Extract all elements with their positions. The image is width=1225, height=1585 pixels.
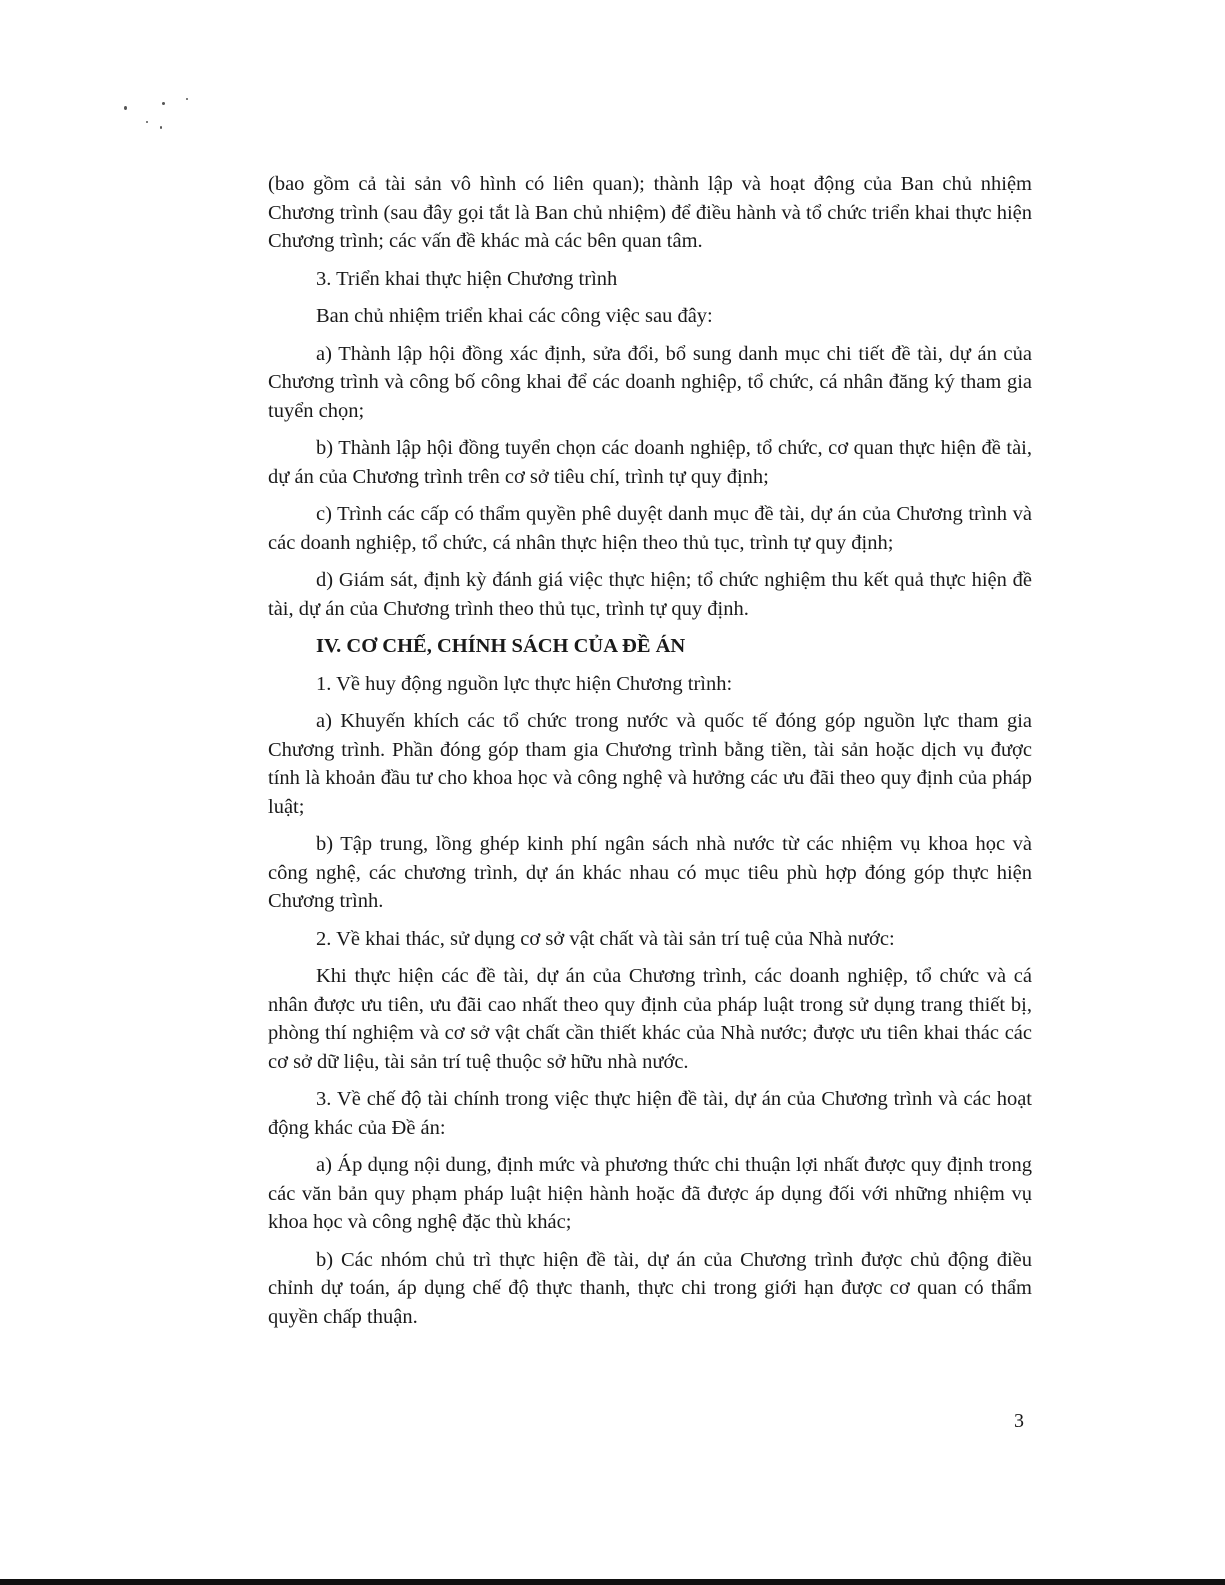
- section-3-title: 3. Triển khai thực hiện Chương trình: [316, 267, 618, 290]
- list-item-b: b) Thành lập hội đồng tuyển chọn các doanh nghiệp, tổ chức, cơ quan thực hiện đề tài, dự án của Chương trình trên cơ sở tiêu chí, trình tự quy định;: [268, 437, 1032, 488]
- list-item-a: a) Thành lập hội đồng xác định, sửa đổi, bổ sung danh mục chi tiết đề tài, dự án của Chương trình và công bố công khai để các doanh nghiệp, tổ chức, cá nhân đăng ký tham gia tuyển chọn;: [268, 342, 1032, 422]
- paragraph: Khi thực hiện các đề tài, dự án của Chương trình, các doanh nghiệp, tổ chức và cá nhân được ưu tiên, ưu đãi cao nhất theo quy định của pháp luật trong sử dụng trang thiết bị, phòng thí nghiệm và cơ sở vật chất cần thiết khác của Nhà nước; được ưu tiên khai thác các cơ sở dữ liệu, tài sản trí tuệ thuộc sở hữu nhà nước.: [268, 965, 1032, 1073]
- section-heading-iv: IV. CƠ CHẾ, CHÍNH SÁCH CỦA ĐỀ ÁN: [316, 635, 686, 657]
- scan-speck: [186, 98, 188, 100]
- subsection-2-title: 2. Về khai thác, sử dụng cơ sở vật chất và tài sản trí tuệ của Nhà nước:: [316, 927, 895, 950]
- scan-speck: [124, 106, 127, 110]
- scan-speck: [160, 126, 162, 129]
- list-item-a: a) Áp dụng nội dung, định mức và phương thức chi thuận lợi nhất được quy định trong các văn bản quy phạm pháp luật hiện hành hoặc đã được áp dụng đối với những nhiệm vụ khoa học và công nghệ đặc thù khác;: [268, 1154, 1032, 1233]
- list-item-d: d) Giám sát, định kỳ đánh giá việc thực hiện; tổ chức nghiệm thu kết quả thực hiện đề tài, dự án của Chương trình theo thủ tục, trình tự quy định.: [268, 569, 1032, 620]
- list-item-b: b) Các nhóm chủ trì thực hiện đề tài, dự án của Chương trình được chủ động điều chỉnh dự toán, áp dụng chế độ thực thanh, thực chi trong giới hạn được cơ quan có thẩm quyền chấp thuận.: [268, 1248, 1032, 1328]
- paragraph-continuation: (bao gồm cả tài sản vô hình có liên quan); thành lập và hoạt động của Ban chủ nhiệm Chương trình (sau đây gọi tắt là Ban chủ nhiệm) để điều hành và tổ chức triển khai thực hiện Chương trình; các vấn đề khác mà các bên quan tâm.: [268, 173, 1032, 252]
- page-number: 3: [1014, 1410, 1024, 1432]
- subsection-1-title: 1. Về huy động nguồn lực thực hiện Chương trình:: [316, 672, 733, 695]
- list-item-a: a) Khuyến khích các tổ chức trong nước và quốc tế đóng góp nguồn lực tham gia Chương trình. Phần đóng góp tham gia Chương trình bằng tiền, tài sản hoặc dịch vụ được tính là khoản đầu tư cho khoa học và công nghệ và hưởng các ưu đãi theo quy định của pháp luật;: [268, 710, 1032, 818]
- paragraph: Ban chủ nhiệm triển khai các công việc sau đây:: [316, 305, 713, 327]
- list-item-c: c) Trình các cấp có thẩm quyền phê duyệt danh mục đề tài, dự án của Chương trình và các doanh nghiệp, tổ chức, cá nhân thực hiện theo thủ tục, trình tự quy định;: [268, 503, 1032, 554]
- scan-speck: [162, 102, 165, 105]
- scan-bottom-edge: [0, 1579, 1225, 1585]
- document-body: [268, 170, 1032, 1340]
- list-item-b: b) Tập trung, lồng ghép kinh phí ngân sách nhà nước từ các nhiệm vụ khoa học và công nghệ, các chương trình, dự án khác nhau có mục tiêu phù hợp đóng góp thực hiện Chương trình.: [268, 833, 1032, 912]
- scan-speck: [146, 121, 148, 123]
- subsection-3-title: 3. Về chế độ tài chính trong việc thực hiện đề tài, dự án của Chương trình và các hoạt động khác của Đề án:: [268, 1088, 1032, 1139]
